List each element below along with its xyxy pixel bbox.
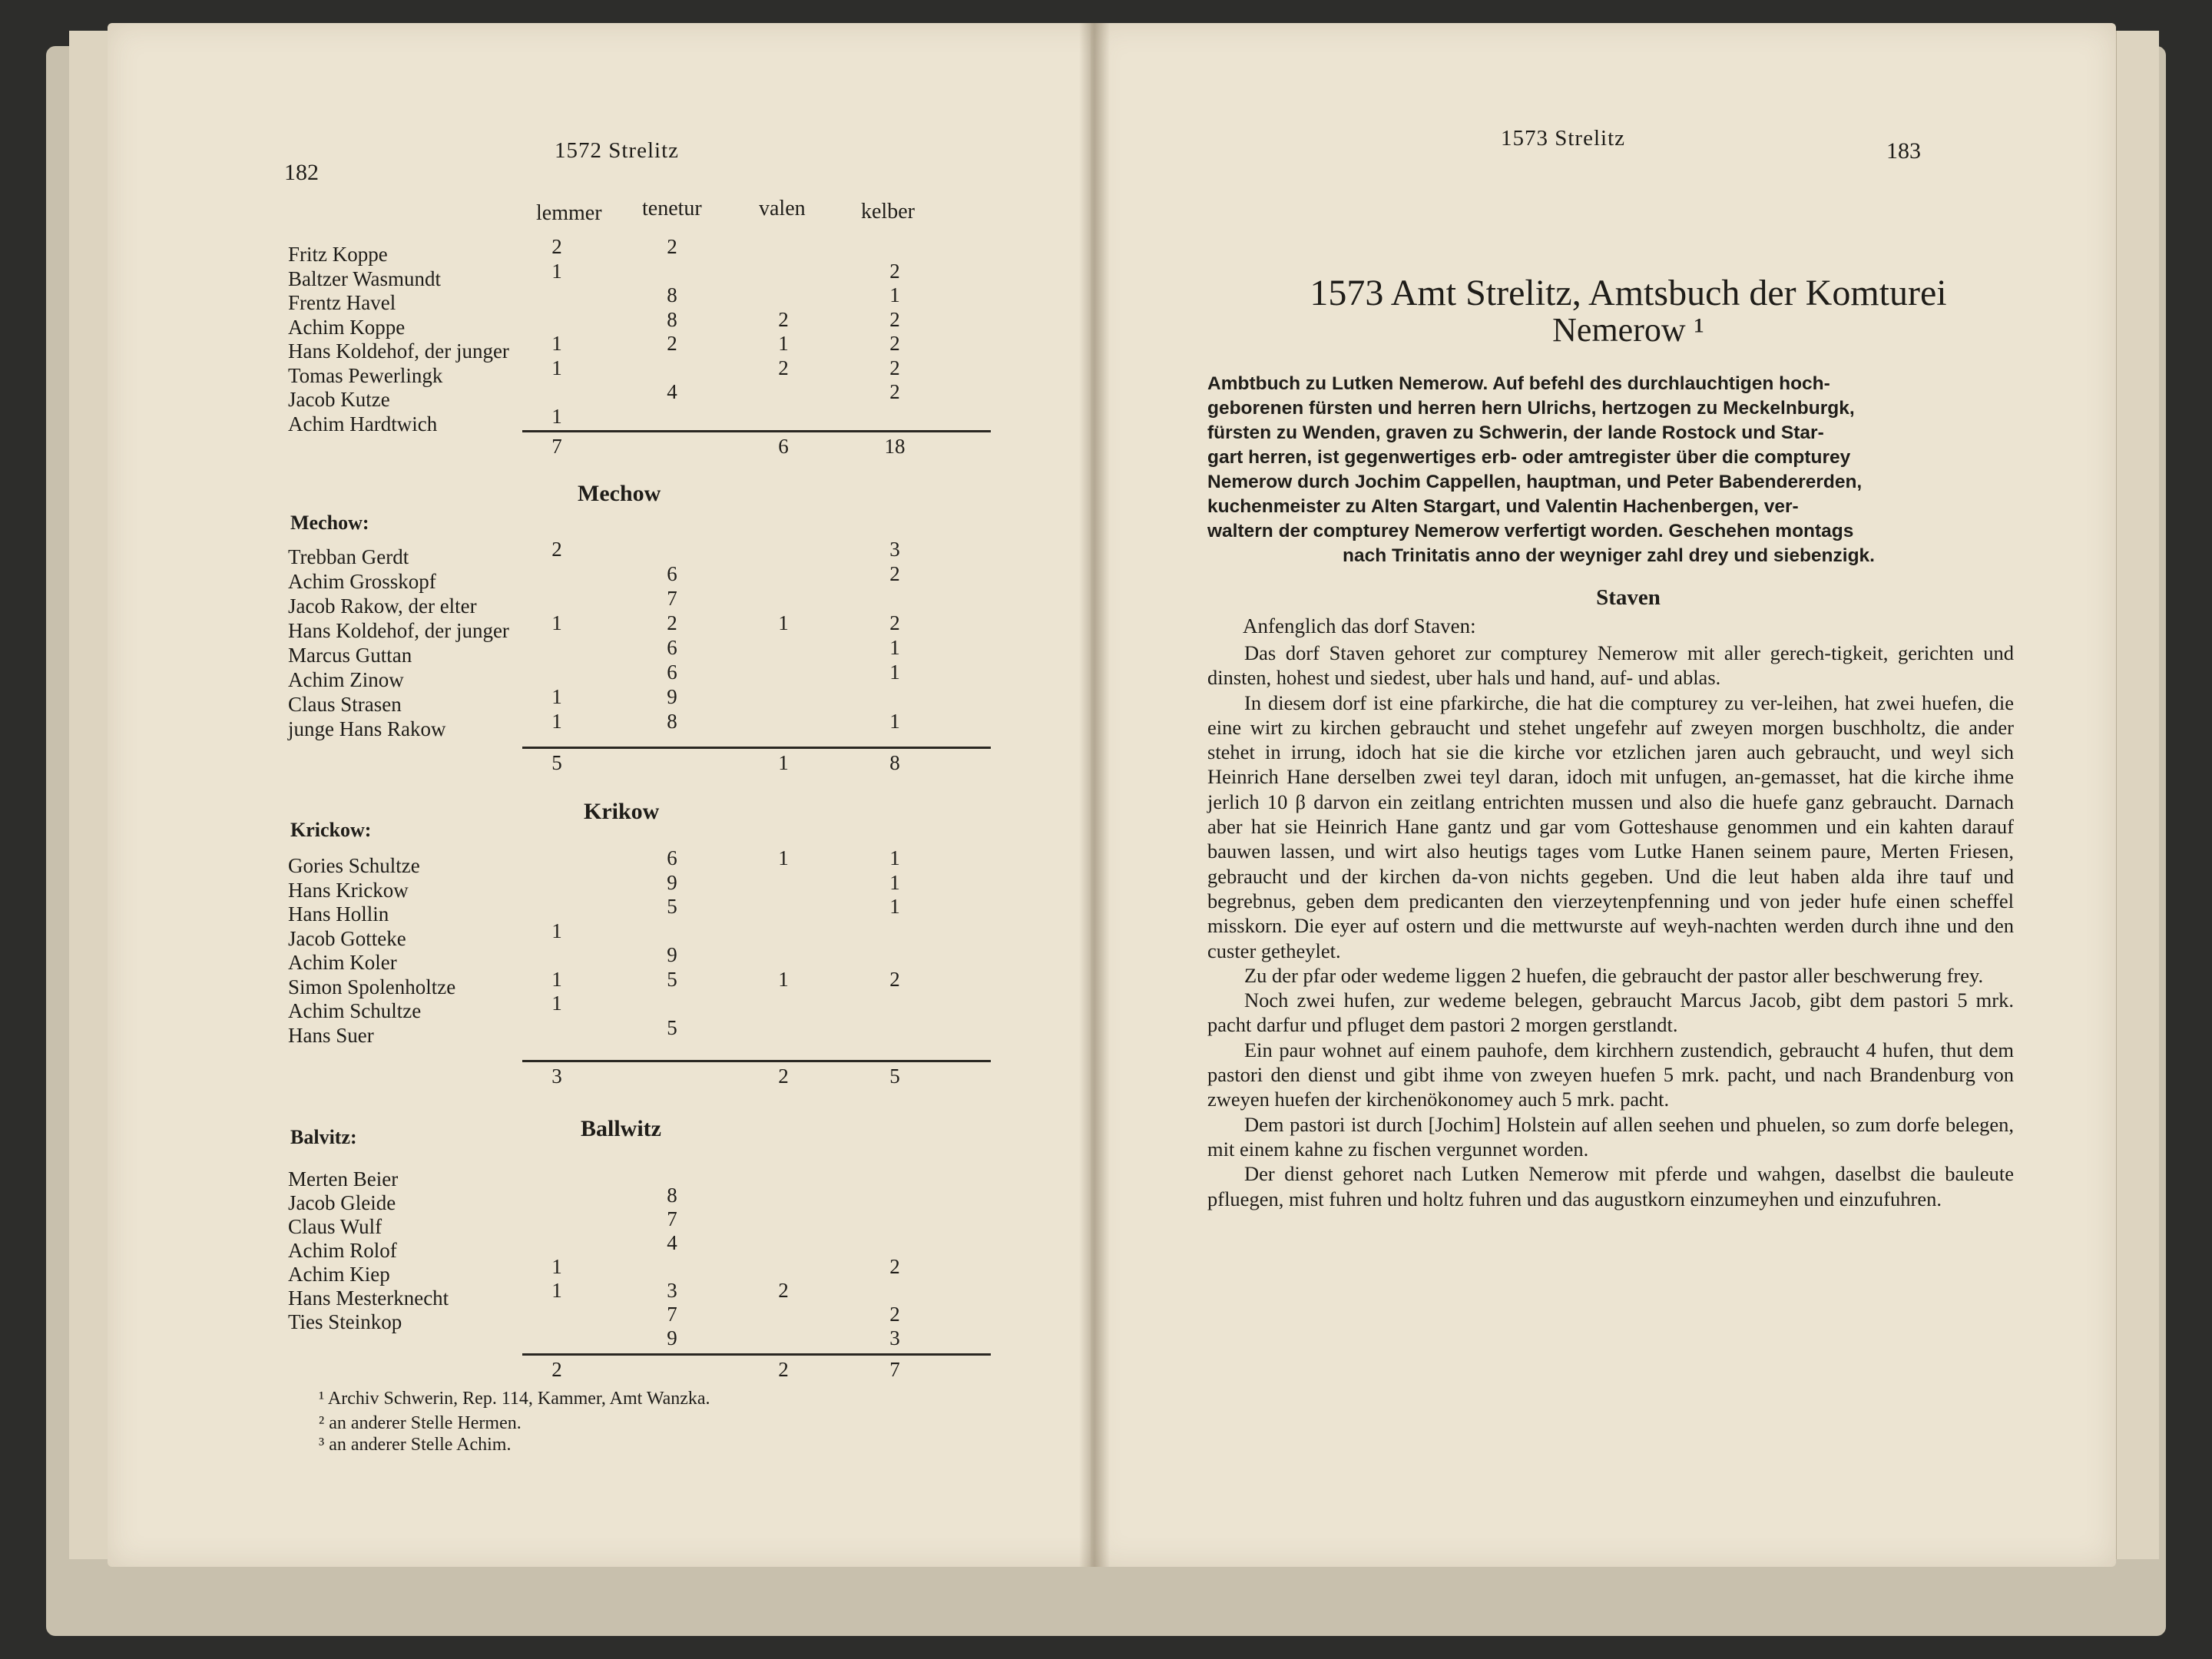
cell-kelber: 1 — [889, 895, 900, 918]
person-name: Claus Wulf — [288, 1215, 382, 1238]
total-valen: 2 — [778, 1358, 789, 1381]
paragraph: Der dienst gehoret nach Lutken Nemerow mit pferde und wahgen, daselbst die bauleute pfluegen, mist fuhren und holtz fuhren und das augustkorn einzumeyhen und einzufuhren. — [1207, 1162, 2014, 1210]
person-name: Achim Schultze — [288, 999, 422, 1022]
cell-lemmer: 1 — [551, 919, 562, 942]
total-rule — [522, 430, 991, 432]
cell-tenetur: 4 — [667, 380, 677, 403]
cell-kelber: 2 — [889, 1255, 900, 1278]
col-header-valen: valen — [759, 197, 806, 220]
total-valen: 6 — [778, 435, 789, 458]
person-name: Baltzer Wasmundt — [288, 267, 442, 290]
person-name: Tomas Pewerlingk — [288, 363, 443, 387]
total-lemmer: 2 — [551, 1358, 562, 1381]
person-name: Hans Hollin — [288, 902, 389, 926]
person-name: Jacob Rakow, der elter — [288, 594, 477, 618]
paragraph: Das dorf Staven gehoret zur compturey Nemerow mit aller gerech-tigkeit, gerichten und dinsten, hohest und siedest, uber hals und hand, auf- und ablas. — [1207, 641, 2014, 690]
intro-line: geborenen fürsten und herren hern Ulrichs, hertzogen zu Meckelnburgk, — [1207, 398, 1855, 419]
cell-tenetur: 6 — [667, 661, 677, 684]
table-row — [288, 1207, 995, 1240]
table-row — [288, 967, 995, 1000]
cell-kelber: 2 — [889, 562, 900, 585]
totals-row — [288, 1358, 995, 1382]
intro-line: waltern der compturey Nemerow verfertigt worden. Geschehen montags — [1207, 521, 1854, 541]
person-name: Achim Grosskopf — [288, 570, 436, 593]
total-rule — [522, 1353, 991, 1356]
cell-lemmer: 1 — [551, 332, 562, 355]
cell-valen: 1 — [778, 611, 789, 634]
section-title-ballwitz: Ballwitz — [581, 1116, 661, 1141]
cell-tenetur: 2 — [667, 611, 677, 634]
person-name: Merten Beier — [288, 1167, 399, 1190]
cell-tenetur: 3 — [667, 1279, 677, 1302]
cell-kelber: 2 — [889, 611, 900, 634]
footnote-2: ² an anderer Stelle Hermen. — [319, 1413, 522, 1433]
paragraph: Ein paur wohnet auf einem pauhofe, dem kirchhern zustendich, gebraucht 4 hufen, thut dem pastori den dienst und gibt ihme von zweyen huefen 5 mrk. pacht, und nach Brandenburg von zweyen huefen der kirchenökonomey auch 5 mrk. pacht. — [1207, 1038, 2014, 1111]
intro-line: Nemerow durch Jochim Cappellen, hauptman, und Peter Babendererden, — [1207, 472, 1863, 492]
table-row — [288, 661, 995, 693]
intro-line: Ambtbuch zu Lutken Nemerow. Auf befehl des durchlauchtigen hoch- — [1207, 373, 1830, 394]
section-label-krikow: Krickow: — [290, 819, 372, 841]
cell-lemmer: 1 — [551, 1279, 562, 1302]
cell-tenetur: 6 — [667, 636, 677, 659]
section-label-ballwitz: Balvitz: — [290, 1126, 357, 1148]
cell-valen: 2 — [778, 1279, 789, 1302]
cell-valen: 1 — [778, 846, 789, 869]
cell-kelber: 2 — [889, 380, 900, 403]
total-valen: 1 — [778, 751, 789, 774]
totals-row — [288, 1065, 995, 1089]
total-kelber: 8 — [889, 751, 900, 774]
person-name: Simon Spolenholtze — [288, 975, 456, 998]
page-number-right: 183 — [1886, 138, 1921, 164]
cell-kelber: 2 — [889, 967, 900, 991]
table-row — [288, 562, 995, 594]
chapter-title-line2: Nemerow ¹ — [1552, 311, 1704, 349]
col-header-tenetur: tenetur — [642, 197, 702, 220]
person-name: Marcus Guttan — [288, 644, 412, 667]
table-row — [288, 1167, 995, 1192]
chapter-title-line1: 1573 Amt Strelitz, Amtsbuch der Komturei — [1310, 273, 1947, 313]
cell-kelber: 3 — [889, 538, 900, 561]
cell-tenetur: 8 — [667, 1184, 677, 1207]
cell-tenetur: 8 — [667, 710, 677, 733]
cell-tenetur: 6 — [667, 846, 677, 869]
cell-lemmer: 1 — [551, 967, 562, 991]
paragraph: In diesem dorf ist eine pfarkirche, die hat die compturey zu ver-leihen, hat zwei huefen, die eine wirt zu kirchen gebraucht und stehet ungefehr auf zweyen morgen buschholtz, die ander stehet in irrung, idoch hat sie die kirche vor etzlichen jaren auch gebraucht, und weyl sich Heinrich Hane derselben zwei teyl daran, idoch mit unfugen, an-gemasset, hat die kirche ihme jerlich 10 β darvon ein zeitlang entrichten mussen und also die huefe ganz gebraucht. Darnach aber hat sie Heinrich Hane gantz und gar vom Gotteshause genommen und ein kahten darauf bauwen lassen, und wirt also heutigs tages vom Lutke Hanen seinem paure, Merten Friesen, gebraucht und der kirchen da-von nichts gegeben. Und die leut haben alda ihre tauf und begrebnus, geben dem predicanten den vierzeytenpfenning und von jeder hufe einen scheffel misskorn. Die eyer auf ostern und die mettwurste auf weyh-nachten werden durch ihne und den custer getheylet. — [1207, 690, 2014, 962]
intro-line: fürsten zu Wenden, graven zu Schwerin, der lande Rostock und Star- — [1207, 422, 1824, 443]
cell-valen: 1 — [778, 967, 789, 991]
cell-tenetur: 8 — [667, 283, 677, 306]
cell-tenetur: 6 — [667, 562, 677, 585]
cell-tenetur: 5 — [667, 895, 677, 918]
person-name: Hans Koldehof, der junger — [288, 619, 509, 642]
table-row — [288, 992, 995, 1024]
cell-kelber: 1 — [889, 710, 900, 733]
person-name: Jacob Gotteke — [288, 926, 406, 950]
section-heading-staven: Staven — [1596, 585, 1661, 610]
cell-lemmer: 1 — [551, 992, 562, 1015]
cell-lemmer: 1 — [551, 1255, 562, 1278]
cell-kelber: 1 — [889, 846, 900, 869]
total-rule — [522, 1060, 991, 1062]
paragraph: Zu der pfar oder wedeme liggen 2 huefen, die gebraucht der pastor aller beschwerung frey. — [1244, 963, 1984, 987]
cell-tenetur: 7 — [667, 1303, 677, 1326]
cell-valen: 2 — [778, 356, 789, 379]
cell-lemmer: 1 — [551, 685, 562, 708]
person-name: junge Hans Rakow — [288, 717, 446, 740]
cell-kelber: 2 — [889, 307, 900, 331]
cell-tenetur: 4 — [667, 1231, 677, 1254]
col-header-kelber: kelber — [861, 200, 915, 224]
table-row — [288, 1184, 995, 1216]
totals-row — [288, 435, 995, 459]
person-name: Hans Mesterknecht — [288, 1286, 449, 1310]
cell-tenetur: 9 — [667, 943, 677, 966]
cell-lemmer: 1 — [551, 611, 562, 634]
table-row — [288, 404, 995, 437]
cell-kelber: 2 — [889, 1303, 900, 1326]
col-header-lemmer: lemmer — [536, 201, 602, 225]
cell-tenetur: 2 — [667, 235, 677, 258]
intro-paragraph — [1207, 372, 2010, 568]
section-title-mechow: Mechow — [578, 481, 661, 506]
cell-tenetur: 9 — [667, 870, 677, 894]
cell-tenetur: 5 — [667, 1015, 677, 1039]
totals-row — [288, 751, 995, 776]
table-row — [288, 710, 995, 742]
cell-lemmer: 1 — [551, 404, 562, 428]
book-gutter — [1079, 23, 1110, 1567]
running-head-left: 1572 Strelitz — [555, 138, 680, 163]
cell-kelber: 3 — [889, 1326, 900, 1349]
cell-tenetur: 8 — [667, 307, 677, 331]
person-name: Frentz Havel — [288, 291, 396, 314]
person-name: Ties Steinkop — [288, 1310, 402, 1333]
cell-kelber: 1 — [889, 870, 900, 894]
paragraph: Noch zwei hufen, zur wedeme belegen, gebraucht Marcus Jacob, gibt dem pastori 5 mrk. pacht darfur und pfluget dem pastori 2 morgen gerstlandt. — [1207, 988, 2014, 1037]
cell-tenetur: 7 — [667, 587, 677, 610]
total-kelber: 18 — [884, 435, 906, 458]
person-name: Fritz Koppe — [288, 243, 388, 266]
left-page-edges — [69, 31, 108, 1559]
cell-lemmer: 1 — [551, 710, 562, 733]
person-name: Hans Krickow — [288, 878, 409, 902]
person-name: Hans Koldehof, der junger — [288, 339, 509, 363]
cell-tenetur: 7 — [667, 1207, 677, 1230]
person-name: Achim Koppe — [288, 315, 406, 339]
cell-kelber: 1 — [889, 283, 900, 306]
table-row — [288, 895, 995, 927]
table-row — [288, 919, 995, 952]
cell-kelber: 1 — [889, 636, 900, 659]
person-name: Achim Zinow — [288, 668, 404, 691]
cell-kelber: 2 — [889, 356, 900, 379]
cell-tenetur: 2 — [667, 332, 677, 355]
cell-lemmer: 1 — [551, 259, 562, 283]
cell-lemmer: 2 — [551, 538, 562, 561]
right-page-edges — [2116, 31, 2159, 1559]
total-kelber: 5 — [889, 1065, 900, 1088]
intro-line: gart herren, ist gegenwertiges erb- oder amtregister über die compturey — [1207, 447, 1851, 468]
person-name: Achim Rolof — [288, 1239, 397, 1262]
person-name: Gories Schultze — [288, 854, 420, 877]
paragraph: Dem pastori ist durch [Jochim] Holstein auf allen seehen und phuelen, so zum dorfe belegen, mit einem kahne zu fischen vergunnet worden. — [1207, 1112, 2014, 1161]
footnote-1: ¹ Archiv Schwerin, Rep. 114, Kammer, Amt Wanzka. — [319, 1389, 710, 1409]
cell-tenetur: 5 — [667, 967, 677, 991]
cell-kelber: 2 — [889, 259, 900, 283]
total-lemmer: 7 — [551, 435, 562, 458]
cell-kelber: 1 — [889, 661, 900, 684]
person-name: Achim Hardtwich — [288, 412, 438, 435]
person-name: Claus Strasen — [288, 693, 402, 716]
total-rule — [522, 747, 991, 749]
cell-tenetur: 9 — [667, 1326, 677, 1349]
body-text — [1207, 641, 2014, 1211]
intro-line: nach Trinitatis anno der weyniger zahl drey und siebenzigk. — [1343, 545, 1875, 566]
cell-valen: 2 — [778, 307, 789, 331]
total-kelber: 7 — [889, 1358, 900, 1381]
person-name: Jacob Kutze — [288, 388, 390, 411]
cell-lemmer: 2 — [551, 235, 562, 258]
total-lemmer: 3 — [551, 1065, 562, 1088]
table-row — [288, 1015, 995, 1048]
intro-line: kuchenmeister zu Alten Stargart, und Valentin Hachenbergen, ver- — [1207, 496, 1799, 517]
person-name: Achim Koler — [288, 951, 397, 974]
section-label-mechow: Mechow: — [290, 512, 369, 534]
running-head-right: 1573 Strelitz — [1501, 126, 1626, 151]
cell-kelber: 2 — [889, 332, 900, 355]
cell-lemmer: 1 — [551, 356, 562, 379]
person-name: Jacob Gleide — [288, 1191, 396, 1214]
section-title-krikow: Krikow — [584, 799, 660, 824]
section-subheading: Anfenglich das dorf Staven: — [1243, 614, 1476, 637]
footnote-3: ³ an anderer Stelle Achim. — [319, 1435, 512, 1455]
cell-tenetur: 9 — [667, 685, 677, 708]
table-row — [288, 1255, 995, 1287]
person-name: Achim Kiep — [288, 1263, 390, 1286]
total-valen: 2 — [778, 1065, 789, 1088]
cell-valen: 1 — [778, 332, 789, 355]
page-number-left: 182 — [284, 160, 319, 185]
table-row — [288, 380, 995, 412]
person-name: Hans Suer — [288, 1023, 374, 1047]
total-lemmer: 5 — [551, 751, 562, 774]
person-name: Trebban Gerdt — [288, 545, 409, 568]
